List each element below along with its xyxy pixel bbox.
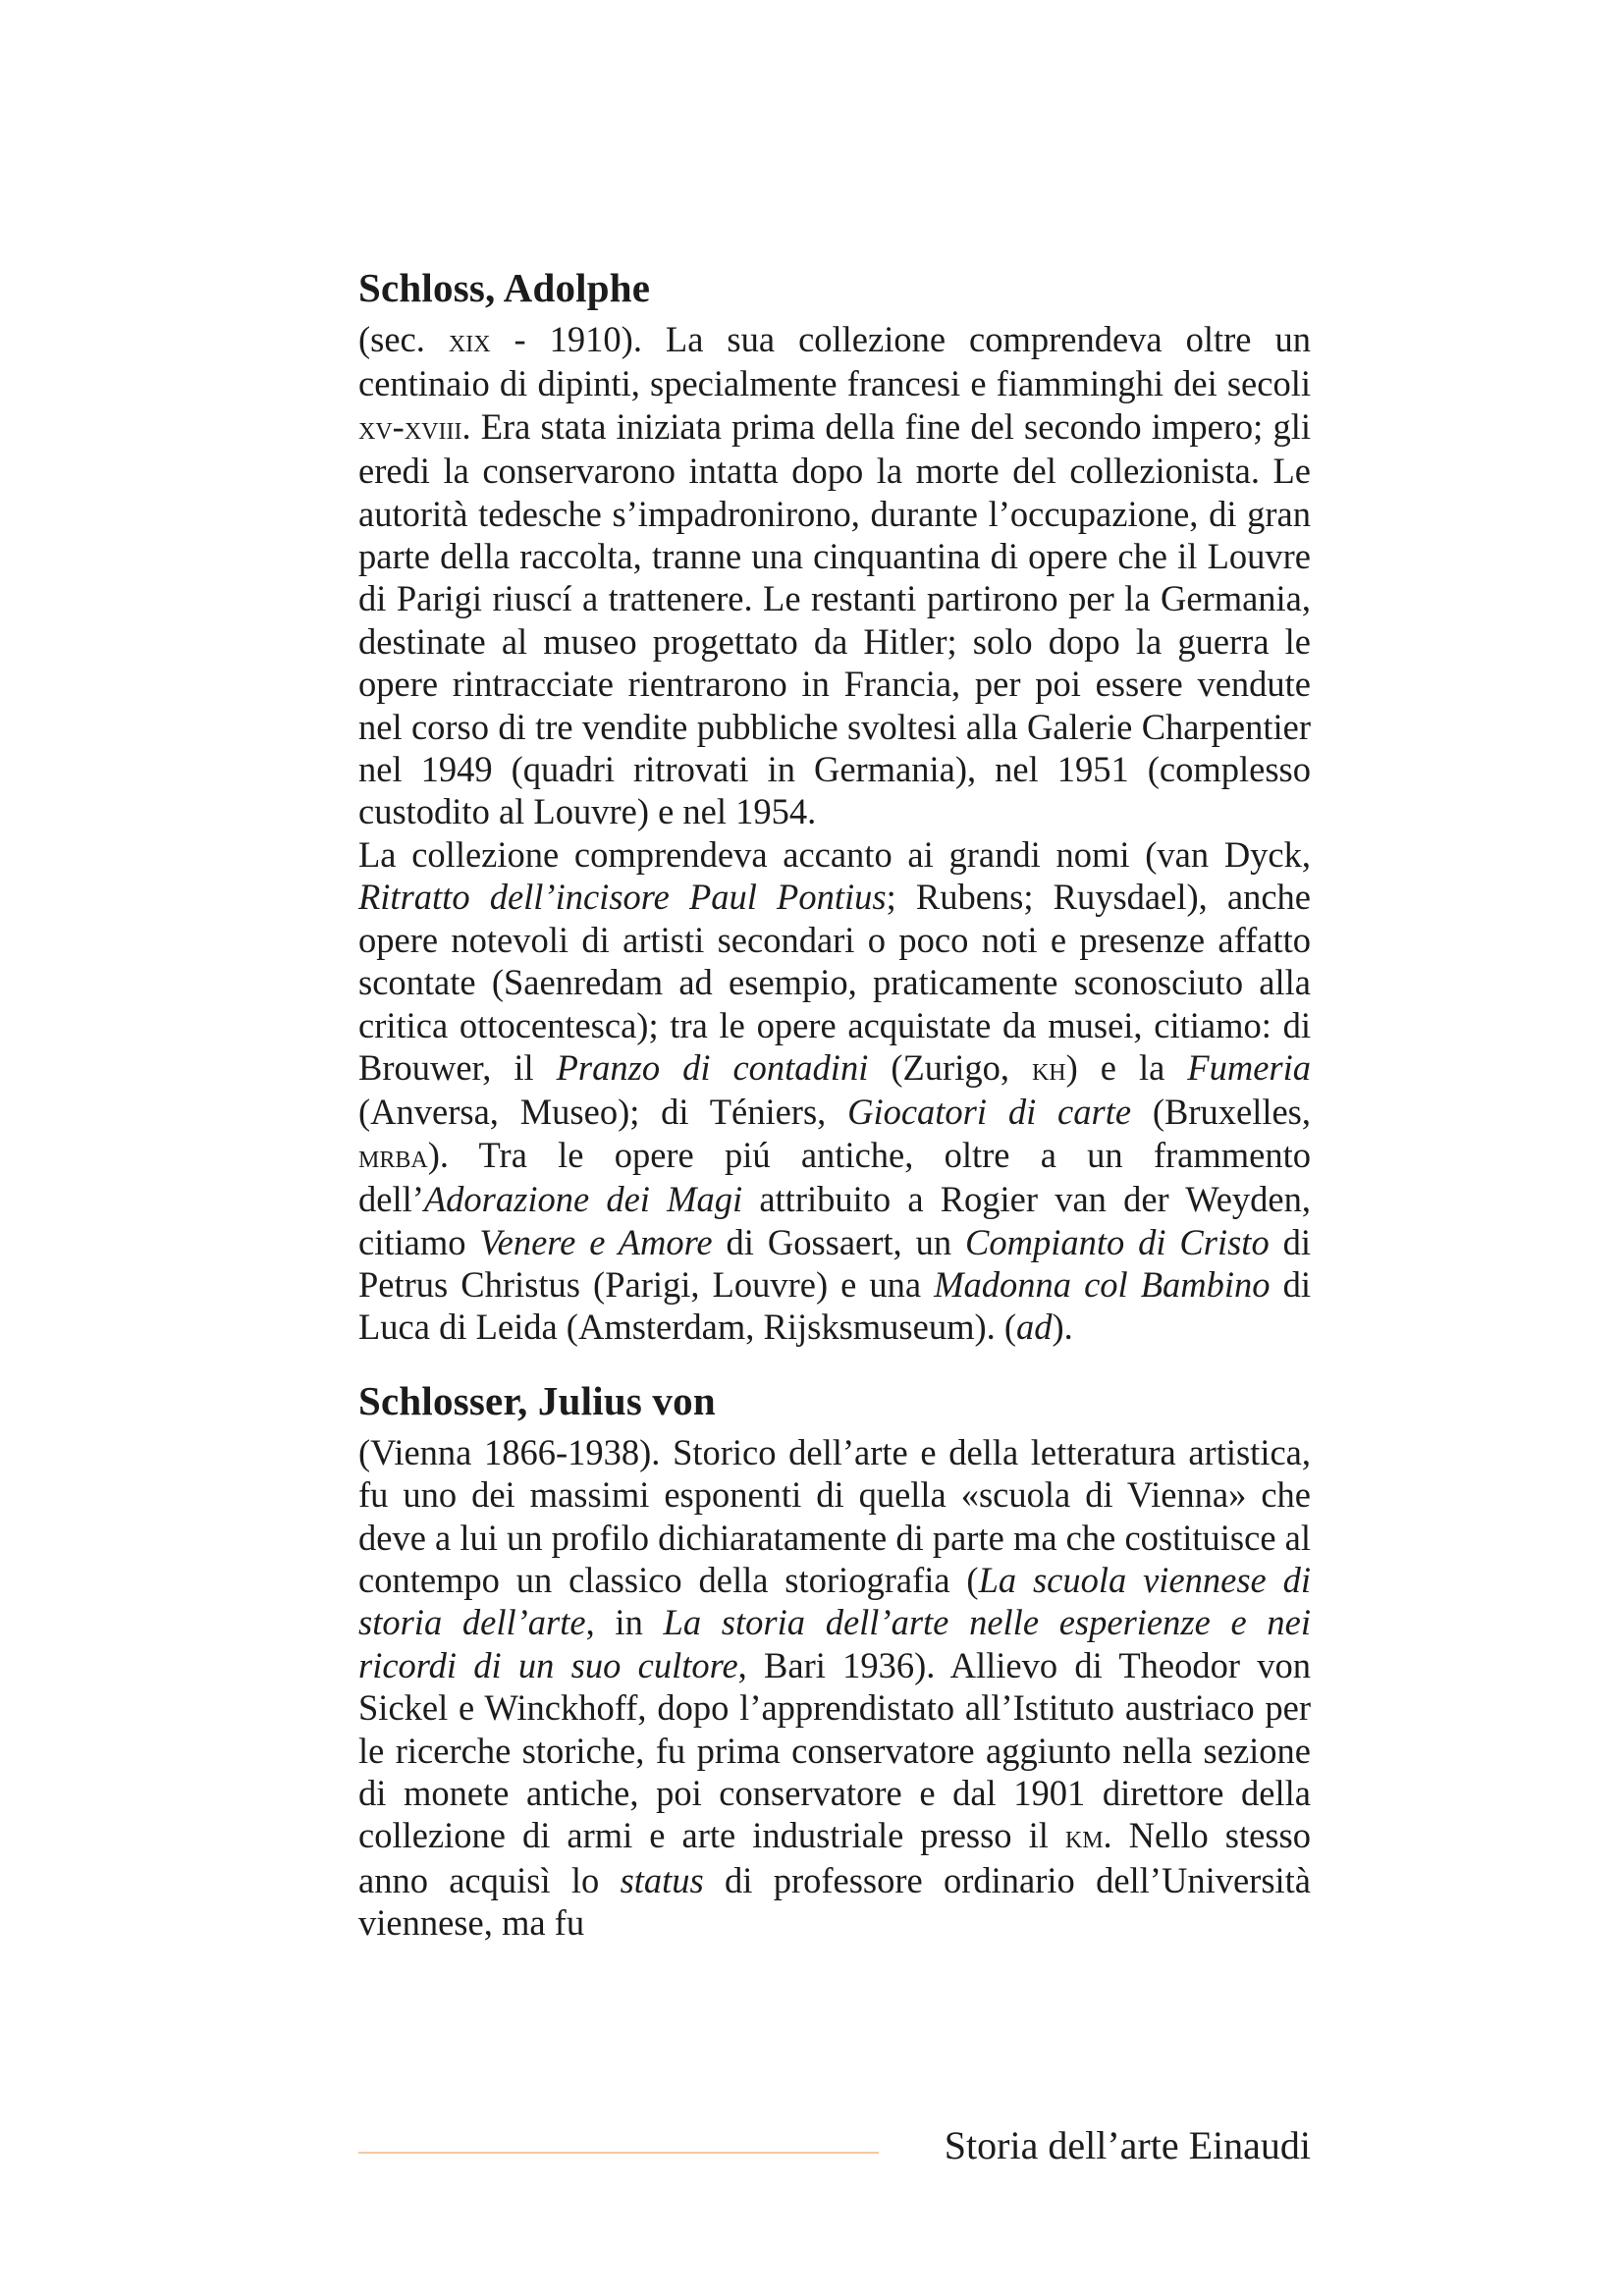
text-run: di Luca di Leida (Amsterdam, Rijsksmuseum). ( bbox=[358, 1263, 1311, 1348]
text-run: , in bbox=[585, 1602, 664, 1643]
italic-run: Pranzo di contadini bbox=[556, 1046, 869, 1088]
italic-run: status bbox=[620, 1859, 704, 1900]
entry-paragraph bbox=[358, 1431, 1311, 1945]
text-run: - bbox=[392, 405, 405, 447]
text-run: ) e la bbox=[1065, 1046, 1188, 1088]
text-run: , Bari 1936). Allievo di Theodor von Sickel e Winckhoff, dopo l’apprendistato all’Istituto austriaco per le ricerche storiche, fu prima conservatore aggiunto nella sezione di monete antiche, poi conservatore e dal 1901 direttore della collezione di armi e arte industriale presso il bbox=[358, 1644, 1311, 1856]
italic-run: Madonna col Bambino bbox=[934, 1263, 1271, 1305]
footer-publisher: Storia dell’arte Einaudi bbox=[944, 2123, 1311, 2167]
entry-schlosser bbox=[358, 1376, 1311, 1945]
italic-run: Ritratto dell’incisore Paul Pontius bbox=[358, 877, 887, 918]
text-run: (Bruxelles, bbox=[1131, 1092, 1312, 1133]
text-run: ; Rubens; Ruysdael), anche opere notevoli di artisti secondari o poco noti e presenze affatto scontate (Saenredam ad esempio, praticamente sconosciuto alla critica ottocentesca); tra le opere acquistate da musei, citiamo: di Brouwer, il bbox=[358, 877, 1311, 1088]
text-run: (Anversa, Museo); di Téniers, bbox=[358, 1092, 848, 1133]
text-run: ). Tra le opere piú antiche, oltre a un frammento dell’ bbox=[358, 1134, 1311, 1220]
text-run: attribuito a Rogier van der Weyden, citiamo bbox=[358, 1179, 1311, 1262]
smallcaps-run: xviii bbox=[404, 408, 462, 447]
text-run: ). bbox=[1052, 1307, 1073, 1348]
italic-run: Compianto di Cristo bbox=[964, 1221, 1270, 1262]
text-run: di Petrus Christus (Parigi, Louvre) e una bbox=[358, 1221, 1311, 1305]
text-run: (Zurigo, bbox=[868, 1046, 1032, 1088]
entry-paragraph bbox=[358, 318, 1311, 833]
italic-run: Fumeria bbox=[1187, 1046, 1311, 1088]
text-run: (Vienna 1866-1938). Storico dell’arte e della letteratura artistica, fu uno dei massimi esponenti di quella «scuola di Vienna» che deve a lui un profilo dichiaratamente di parte ma che costituisce al contempo un classico della storiografia ( bbox=[358, 1431, 1311, 1600]
italic-run: La scuola viennese di storia dell’arte bbox=[358, 1560, 1311, 1643]
footer-rule bbox=[358, 2152, 879, 2154]
smallcaps-run: xix bbox=[448, 322, 491, 360]
italic-run: Venere e Amore bbox=[479, 1221, 713, 1262]
italic-run: La storia dell’arte nelle esperienze e nei ricordi di un suo cultore bbox=[358, 1602, 1311, 1685]
italic-run: Adorazione dei Magi bbox=[423, 1179, 743, 1220]
text-run: . Nello stesso anno acquisì lo bbox=[358, 1815, 1311, 1900]
text-run: (sec. bbox=[358, 319, 449, 360]
smallcaps-run: kh bbox=[1031, 1049, 1066, 1088]
smallcaps-run: xv bbox=[358, 408, 393, 447]
text-column bbox=[358, 263, 1311, 1945]
text-run: di Gossaert, un bbox=[712, 1221, 965, 1262]
entry-title: Schloss, Adolphe bbox=[358, 265, 651, 310]
text-run: - 1910). La sua collezione comprendeva oltre un centinaio di dipinti, specialmente francesi e fiamminghi dei secoli bbox=[358, 319, 1311, 404]
italic-run: Giocatori di carte bbox=[847, 1092, 1132, 1133]
text-run: . Era stata iniziata prima della fine del secondo impero; gli eredi la conservarono intatta dopo la morte del collezionista. Le autorità tedesche s’impadronirono, durante l’occupazione, di gran parte della raccolta, tranne una cinquantina di opere che il Louvre di Parigi riuscí a trattenere. Le restanti partirono per la Germania, destinate al museo progettato da Hitler; solo dopo la guerra le opere rintracciate rientrarono in Francia, per poi essere vendute nel corso di tre vendite pubbliche svoltesi alla Galerie Charpentier nel 1949 (quadri ritrovati in Germania), nel 1951 (complesso custodito al Louvre) e nel 1954. bbox=[358, 405, 1311, 832]
entry-schloss bbox=[358, 263, 1311, 1349]
smallcaps-run: mrba bbox=[358, 1137, 428, 1175]
italic-run: ad bbox=[1016, 1307, 1053, 1348]
entry-title: Schlosser, Julius von bbox=[358, 1377, 716, 1423]
text-run: di professore ordinario dell’Università viennese, ma fu bbox=[358, 1859, 1311, 1944]
smallcaps-run: km bbox=[1064, 1818, 1104, 1856]
page-footer bbox=[358, 2116, 1311, 2175]
entry-paragraph bbox=[358, 833, 1311, 1349]
text-run: La collezione comprendeva accanto ai grandi nomi (van Dyck, bbox=[358, 833, 1311, 875]
